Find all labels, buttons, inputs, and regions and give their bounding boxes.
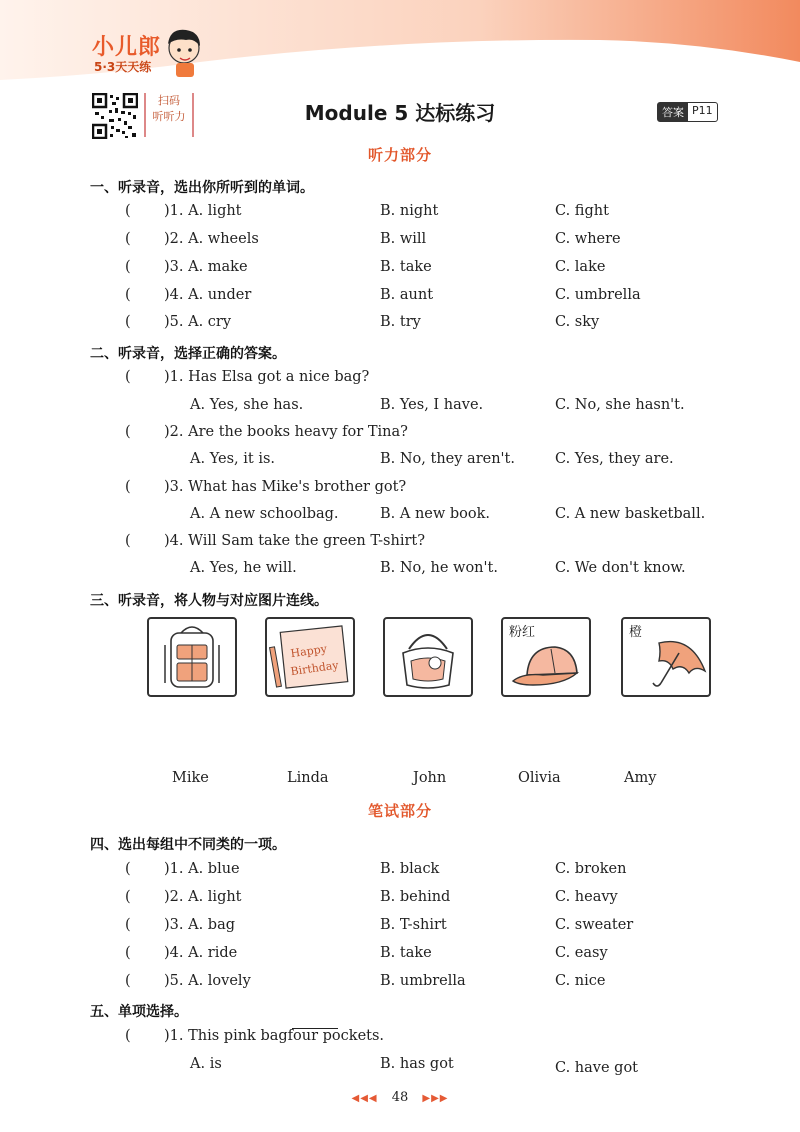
answer-paren[interactable]: ( bbox=[125, 917, 131, 933]
person-name[interactable]: Linda bbox=[287, 770, 329, 786]
option-b: B. will bbox=[380, 231, 427, 247]
mascot-icon bbox=[168, 30, 200, 77]
answer-paren[interactable]: ( bbox=[125, 973, 131, 989]
section1-heading: 一、听录音，选出你所听到的单词。 bbox=[90, 180, 314, 196]
question-text bbox=[164, 1028, 384, 1044]
options-row bbox=[0, 560, 800, 580]
question-option-a: )4. A. ride bbox=[164, 945, 238, 961]
birthday-card-icon bbox=[267, 619, 353, 695]
options-row bbox=[0, 1056, 800, 1076]
question-row bbox=[0, 287, 800, 307]
card-text-happy: Happy bbox=[289, 642, 328, 661]
option-b: B. take bbox=[380, 259, 432, 275]
option-c: C. We don't know. bbox=[555, 560, 686, 576]
brand-title: 小儿郎 bbox=[92, 35, 162, 60]
question-row bbox=[0, 424, 800, 444]
page-footer bbox=[0, 1090, 800, 1105]
options-row bbox=[0, 506, 800, 526]
option-c: C. No, she hasn't. bbox=[555, 397, 685, 413]
person-name[interactable]: Olivia bbox=[518, 770, 561, 786]
option-c: C. Yes, they are. bbox=[555, 451, 674, 467]
answer-paren[interactable]: ( bbox=[125, 889, 131, 905]
answer-paren[interactable]: ( bbox=[125, 533, 131, 549]
answer-paren[interactable]: ( bbox=[125, 259, 131, 275]
fill-blank[interactable] bbox=[292, 1028, 338, 1029]
option-c: C. umbrella bbox=[555, 287, 641, 303]
option-b: B. take bbox=[380, 945, 432, 961]
question-option-a: )5. A. lovely bbox=[164, 973, 251, 989]
option-b: B. T-shirt bbox=[380, 917, 447, 933]
person-name[interactable]: Mike bbox=[172, 770, 209, 786]
option-c: C. have got bbox=[555, 1060, 638, 1076]
handbag-icon bbox=[385, 619, 471, 695]
option-a: A. Yes, he will. bbox=[190, 560, 297, 576]
option-c: C. nice bbox=[555, 973, 606, 989]
option-c: C. sky bbox=[555, 314, 600, 330]
question-start: )1. This pink bag bbox=[164, 1028, 288, 1044]
question-option-a: )2. A. wheels bbox=[164, 231, 259, 247]
card-text-birthday: Birthday bbox=[289, 658, 340, 679]
question-row bbox=[0, 533, 800, 553]
handbag-picture[interactable] bbox=[383, 617, 473, 697]
question-row bbox=[0, 973, 800, 993]
brand-subtitle: 5·3天天练 bbox=[94, 60, 152, 74]
answer-paren[interactable]: ( bbox=[125, 1028, 131, 1044]
cap-picture[interactable] bbox=[501, 617, 591, 697]
options-row bbox=[0, 397, 800, 417]
answer-paren[interactable]: ( bbox=[125, 369, 131, 385]
option-b: B. umbrella bbox=[380, 973, 466, 989]
option-c: C. heavy bbox=[555, 889, 618, 905]
answer-paren[interactable]: ( bbox=[125, 861, 131, 877]
option-b: B. behind bbox=[380, 889, 451, 905]
question-row bbox=[0, 889, 800, 909]
right-arrows-icon: ▶▶▶ bbox=[422, 1093, 449, 1104]
answer-paren[interactable]: ( bbox=[125, 314, 131, 330]
option-c: C. broken bbox=[555, 861, 627, 877]
answer-paren[interactable]: ( bbox=[125, 203, 131, 219]
umbrella-color-label: 橙 bbox=[629, 625, 643, 640]
question-row bbox=[0, 314, 800, 334]
question-option-a: )3. A. make bbox=[164, 259, 248, 275]
question-row bbox=[0, 259, 800, 279]
answer-paren[interactable]: ( bbox=[125, 945, 131, 961]
option-a: A. Yes, she has. bbox=[190, 397, 304, 413]
answer-reference-badge[interactable] bbox=[657, 102, 718, 122]
option-b: B. night bbox=[380, 203, 439, 219]
option-a: A. Yes, it is. bbox=[190, 451, 276, 467]
writing-part-heading: 笔试部分 bbox=[367, 802, 432, 820]
question-text: )2. Are the books heavy for Tina? bbox=[164, 424, 408, 440]
option-b: B. aunt bbox=[380, 287, 434, 303]
answer-paren[interactable]: ( bbox=[125, 479, 131, 495]
option-b: B. black bbox=[380, 861, 440, 877]
birthday-card-picture[interactable] bbox=[265, 617, 355, 697]
question-row bbox=[0, 479, 800, 499]
option-c: C. easy bbox=[555, 945, 608, 961]
question-text: )3. What has Mike's brother got? bbox=[164, 479, 407, 495]
person-name[interactable]: John bbox=[413, 770, 447, 786]
options-row bbox=[0, 451, 800, 471]
question-option-a: )3. A. bag bbox=[164, 917, 235, 933]
question-row bbox=[0, 861, 800, 881]
answer-paren[interactable]: ( bbox=[125, 231, 131, 247]
question-end: four pockets. bbox=[287, 1028, 385, 1044]
question-row bbox=[0, 203, 800, 223]
page-title: Module 5 达标练习 bbox=[304, 101, 496, 125]
answer-paren[interactable]: ( bbox=[125, 287, 131, 303]
section2-heading: 二、听录音，选择正确的答案。 bbox=[90, 346, 286, 362]
question-text: )1. Has Elsa got a nice bag? bbox=[164, 369, 370, 385]
option-a: A. A new schoolbag. bbox=[190, 506, 339, 522]
section3-heading: 三、听录音，将人物与对应图片连线。 bbox=[90, 593, 328, 609]
answer-paren[interactable]: ( bbox=[125, 424, 131, 440]
option-b: B. A new book. bbox=[380, 506, 491, 522]
option-c: C. sweater bbox=[555, 917, 634, 933]
option-b: B. No, he won't. bbox=[380, 560, 498, 576]
question-row bbox=[0, 231, 800, 251]
option-c: C. where bbox=[555, 231, 621, 247]
question-option-a: )1. A. light bbox=[164, 203, 242, 219]
cap-color-label: 粉红 bbox=[509, 625, 536, 640]
option-b: B. No, they aren't. bbox=[380, 451, 515, 467]
option-c: C. fight bbox=[555, 203, 609, 219]
option-c: C. A new basketball. bbox=[555, 506, 706, 522]
section4-heading: 四、选出每组中不同类的一项。 bbox=[90, 837, 286, 853]
question-option-a: )2. A. light bbox=[164, 889, 242, 905]
option-c: C. lake bbox=[555, 259, 606, 275]
option-a: A. is bbox=[190, 1056, 222, 1072]
question-row bbox=[0, 369, 800, 389]
section5-heading: 五、单项选择。 bbox=[90, 1004, 188, 1020]
schoolbag-icon bbox=[149, 619, 235, 695]
question-option-a: )5. A. cry bbox=[164, 314, 232, 330]
question-text: )4. Will Sam take the green T-shirt? bbox=[164, 533, 425, 549]
listening-part-heading: 听力部分 bbox=[367, 146, 432, 164]
question-option-a: )4. A. under bbox=[164, 287, 252, 303]
schoolbag-picture[interactable] bbox=[147, 617, 237, 697]
option-b: B. Yes, I have. bbox=[380, 397, 484, 413]
scan-text-line2: 听听力 bbox=[152, 110, 186, 123]
page-number: 48 bbox=[391, 1090, 409, 1105]
question-row bbox=[0, 917, 800, 937]
option-b: B. try bbox=[380, 314, 421, 330]
left-arrows-icon: ◀◀◀ bbox=[351, 1093, 378, 1104]
answer-page: P11 bbox=[692, 104, 713, 117]
question-row bbox=[0, 1028, 800, 1048]
question-row bbox=[0, 945, 800, 965]
question-option-a: )1. A. blue bbox=[164, 861, 240, 877]
umbrella-picture[interactable] bbox=[621, 617, 711, 697]
answer-label: 答案 bbox=[658, 103, 688, 121]
person-name[interactable]: Amy bbox=[624, 770, 657, 786]
scan-text-line1: 扫码 bbox=[158, 94, 180, 107]
option-b: B. has got bbox=[380, 1056, 454, 1072]
